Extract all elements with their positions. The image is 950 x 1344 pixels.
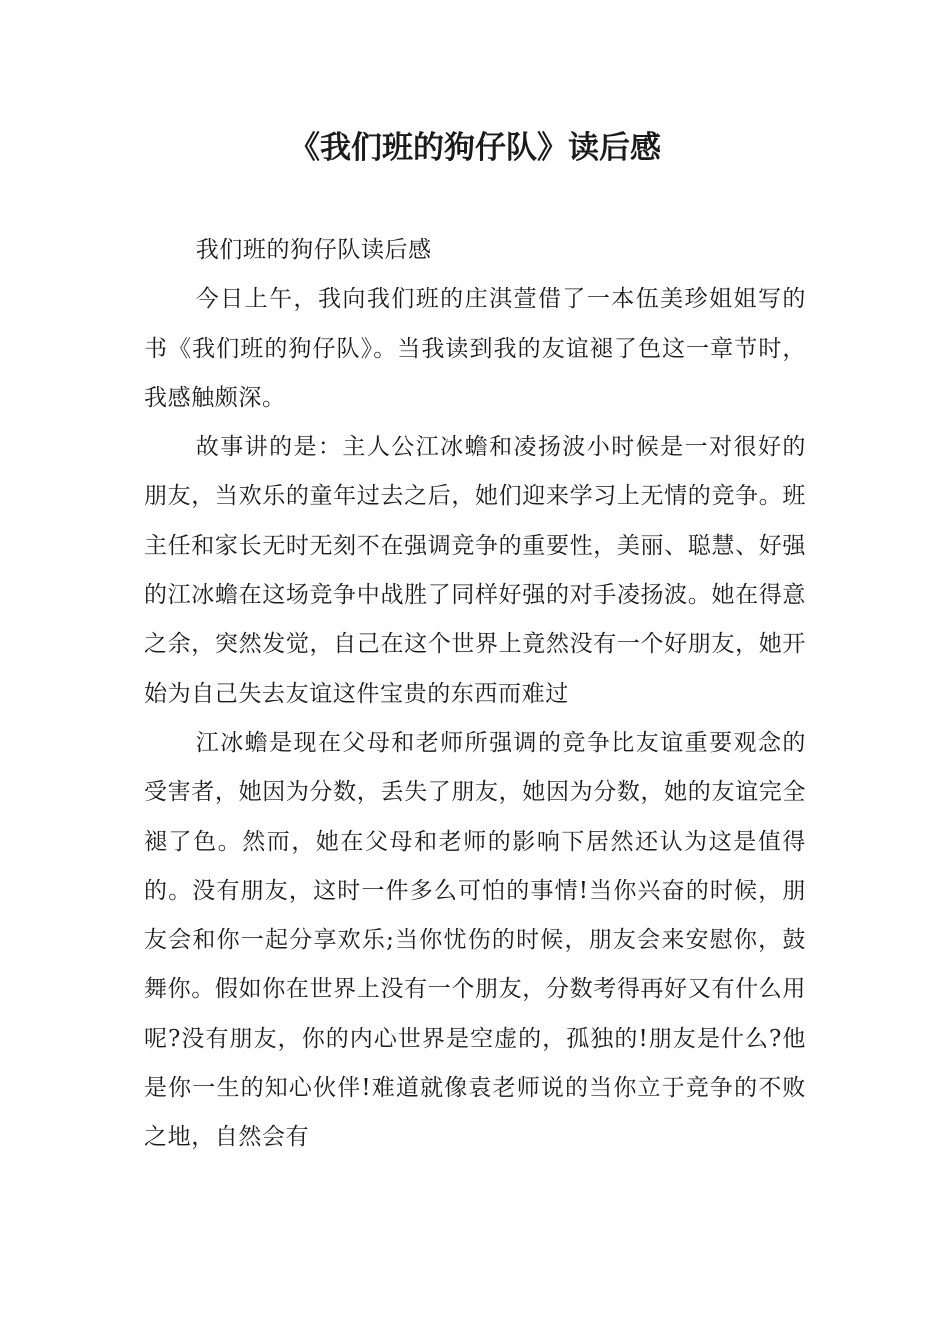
paragraph-subtitle: 我们班的狗仔队读后感 — [195, 237, 432, 263]
document-title: 《我们班的狗仔队》读后感 — [289, 130, 661, 166]
document-body — [144, 226, 806, 1163]
paragraph: 故事讲的是：主人公江冰蟾和凌扬波小时候是一对很好的朋友，当欢乐的童年过去之后，她们迎来学习上无情的竞争。班主任和家长无时无刻不在强调竞争的重要性，美丽、聪慧、好强的江冰蟾在这场竞争中战胜了同样好强的对手凌扬波。她在得意之余，突然发觉，自己在这个世界上竟然没有一个好朋友，她开始为自己失去友谊这件宝贵的东西而难过 — [144, 434, 806, 707]
paragraph: 今日上午，我向我们班的庄淇萱借了一本伍美珍姐姐写的书《我们班的狗仔队》。当我读到我的友谊褪了色这一章节时，我感触颇深。 — [144, 286, 806, 411]
paragraph: 江冰蟾是现在父母和老师所强调的竞争比友谊重要观念的受害者，她因为分数，丢失了朋友，她因为分数，她的友谊完全褪了色。然而，她在父母和老师的影响下居然还认为这是值得的。没有朋友，这时一件多么可怕的事情!当你兴奋的时候，朋友会和你一起分享欢乐;当你忧伤的时候，朋友会来安慰你，鼓舞你。假如你在世界上没有一个朋友，分数考得再好又有什么用呢?没有朋友，你的内心世界是空虚的，孤独的!朋友是什么?他是你一生的知心伙伴!难道就像袁老师说的当你立于竞争的不败之地，自然会有 — [144, 729, 806, 1151]
